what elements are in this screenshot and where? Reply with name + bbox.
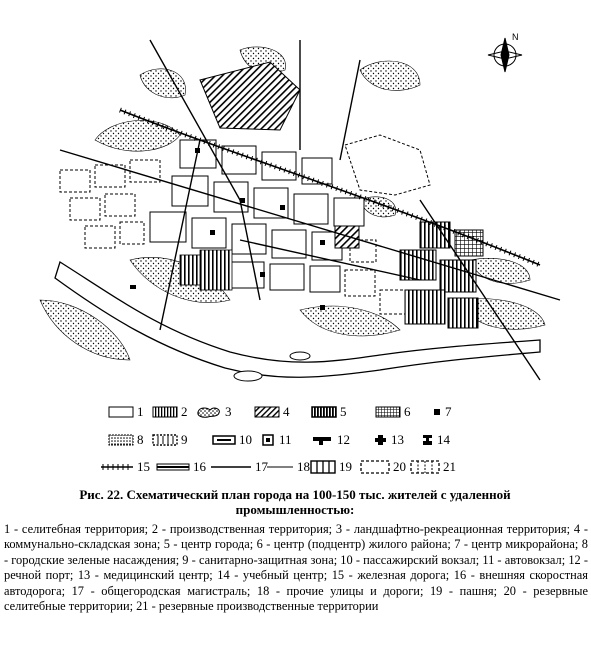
svg-text:N: N (512, 32, 519, 42)
legend-item-14: 14 (422, 430, 450, 450)
legend-item-2: 2 (152, 402, 188, 422)
legend-item-20: 20 (360, 457, 406, 477)
legend-item-21: 21 (410, 457, 456, 477)
legend-item-18: 18 (297, 459, 310, 474)
legend-item-8: 8 (108, 430, 144, 450)
legend-row-3 (0, 457, 591, 477)
legend-item-7: 7 (432, 402, 452, 422)
legend-item-10: 10 (212, 430, 252, 450)
legend-item-11: 11 (262, 430, 292, 450)
figure-title: Рис. 22. Схематический план города на 100-150 тыс. жителей с удаленной промышленностью: (79, 487, 511, 517)
legend-item-4: 4 (254, 402, 290, 422)
legend-item-12: 12 (312, 430, 350, 450)
legend-row-1 (0, 402, 591, 422)
figure-description: 1 - селитебная территория; 2 - производственная территория; 3 - ландшафтно-рекреационная территория; 4 - коммунально-складская зона; 5 - центр города; 6 - центр (подцентр) жилого района; 7 - центр микрорайона; 8 - городские зеленые насаждения; 9 - санитарно-защитная зона; 10 - пассажирский вокзал; 11 - автовокзал; 12 - речной порт; 13 - медицинский центр; 14 - учебный центр; 15 - железная дорога; 16 - внешняя скоростная автодорога; 17 - общегородская магистраль; 18 - прочие улицы и дороги; 19 - пашня; 20 - резервные селитебные территории; 21 - резервные производственные территории (4, 522, 588, 614)
legend-item-5: 5 (311, 402, 347, 422)
legend-item-6: 6 (375, 402, 411, 422)
legend-item-1: 1 (108, 402, 144, 422)
legend-item-17: 17 (255, 459, 268, 474)
communal-storage-zone (335, 226, 359, 248)
legend-row-2 (0, 430, 591, 450)
legend-item-16: 16 (156, 457, 206, 477)
industrial-zone (200, 62, 300, 130)
legend-item-15: 15 (100, 457, 150, 477)
legend-item-9: 9 (152, 430, 188, 450)
legend-item-3: 3 (196, 402, 232, 422)
legend-item-19: 19 (310, 457, 352, 477)
north-arrow-icon (488, 32, 522, 72)
city-center (180, 250, 232, 290)
legend-item-13: 13 (374, 430, 404, 450)
